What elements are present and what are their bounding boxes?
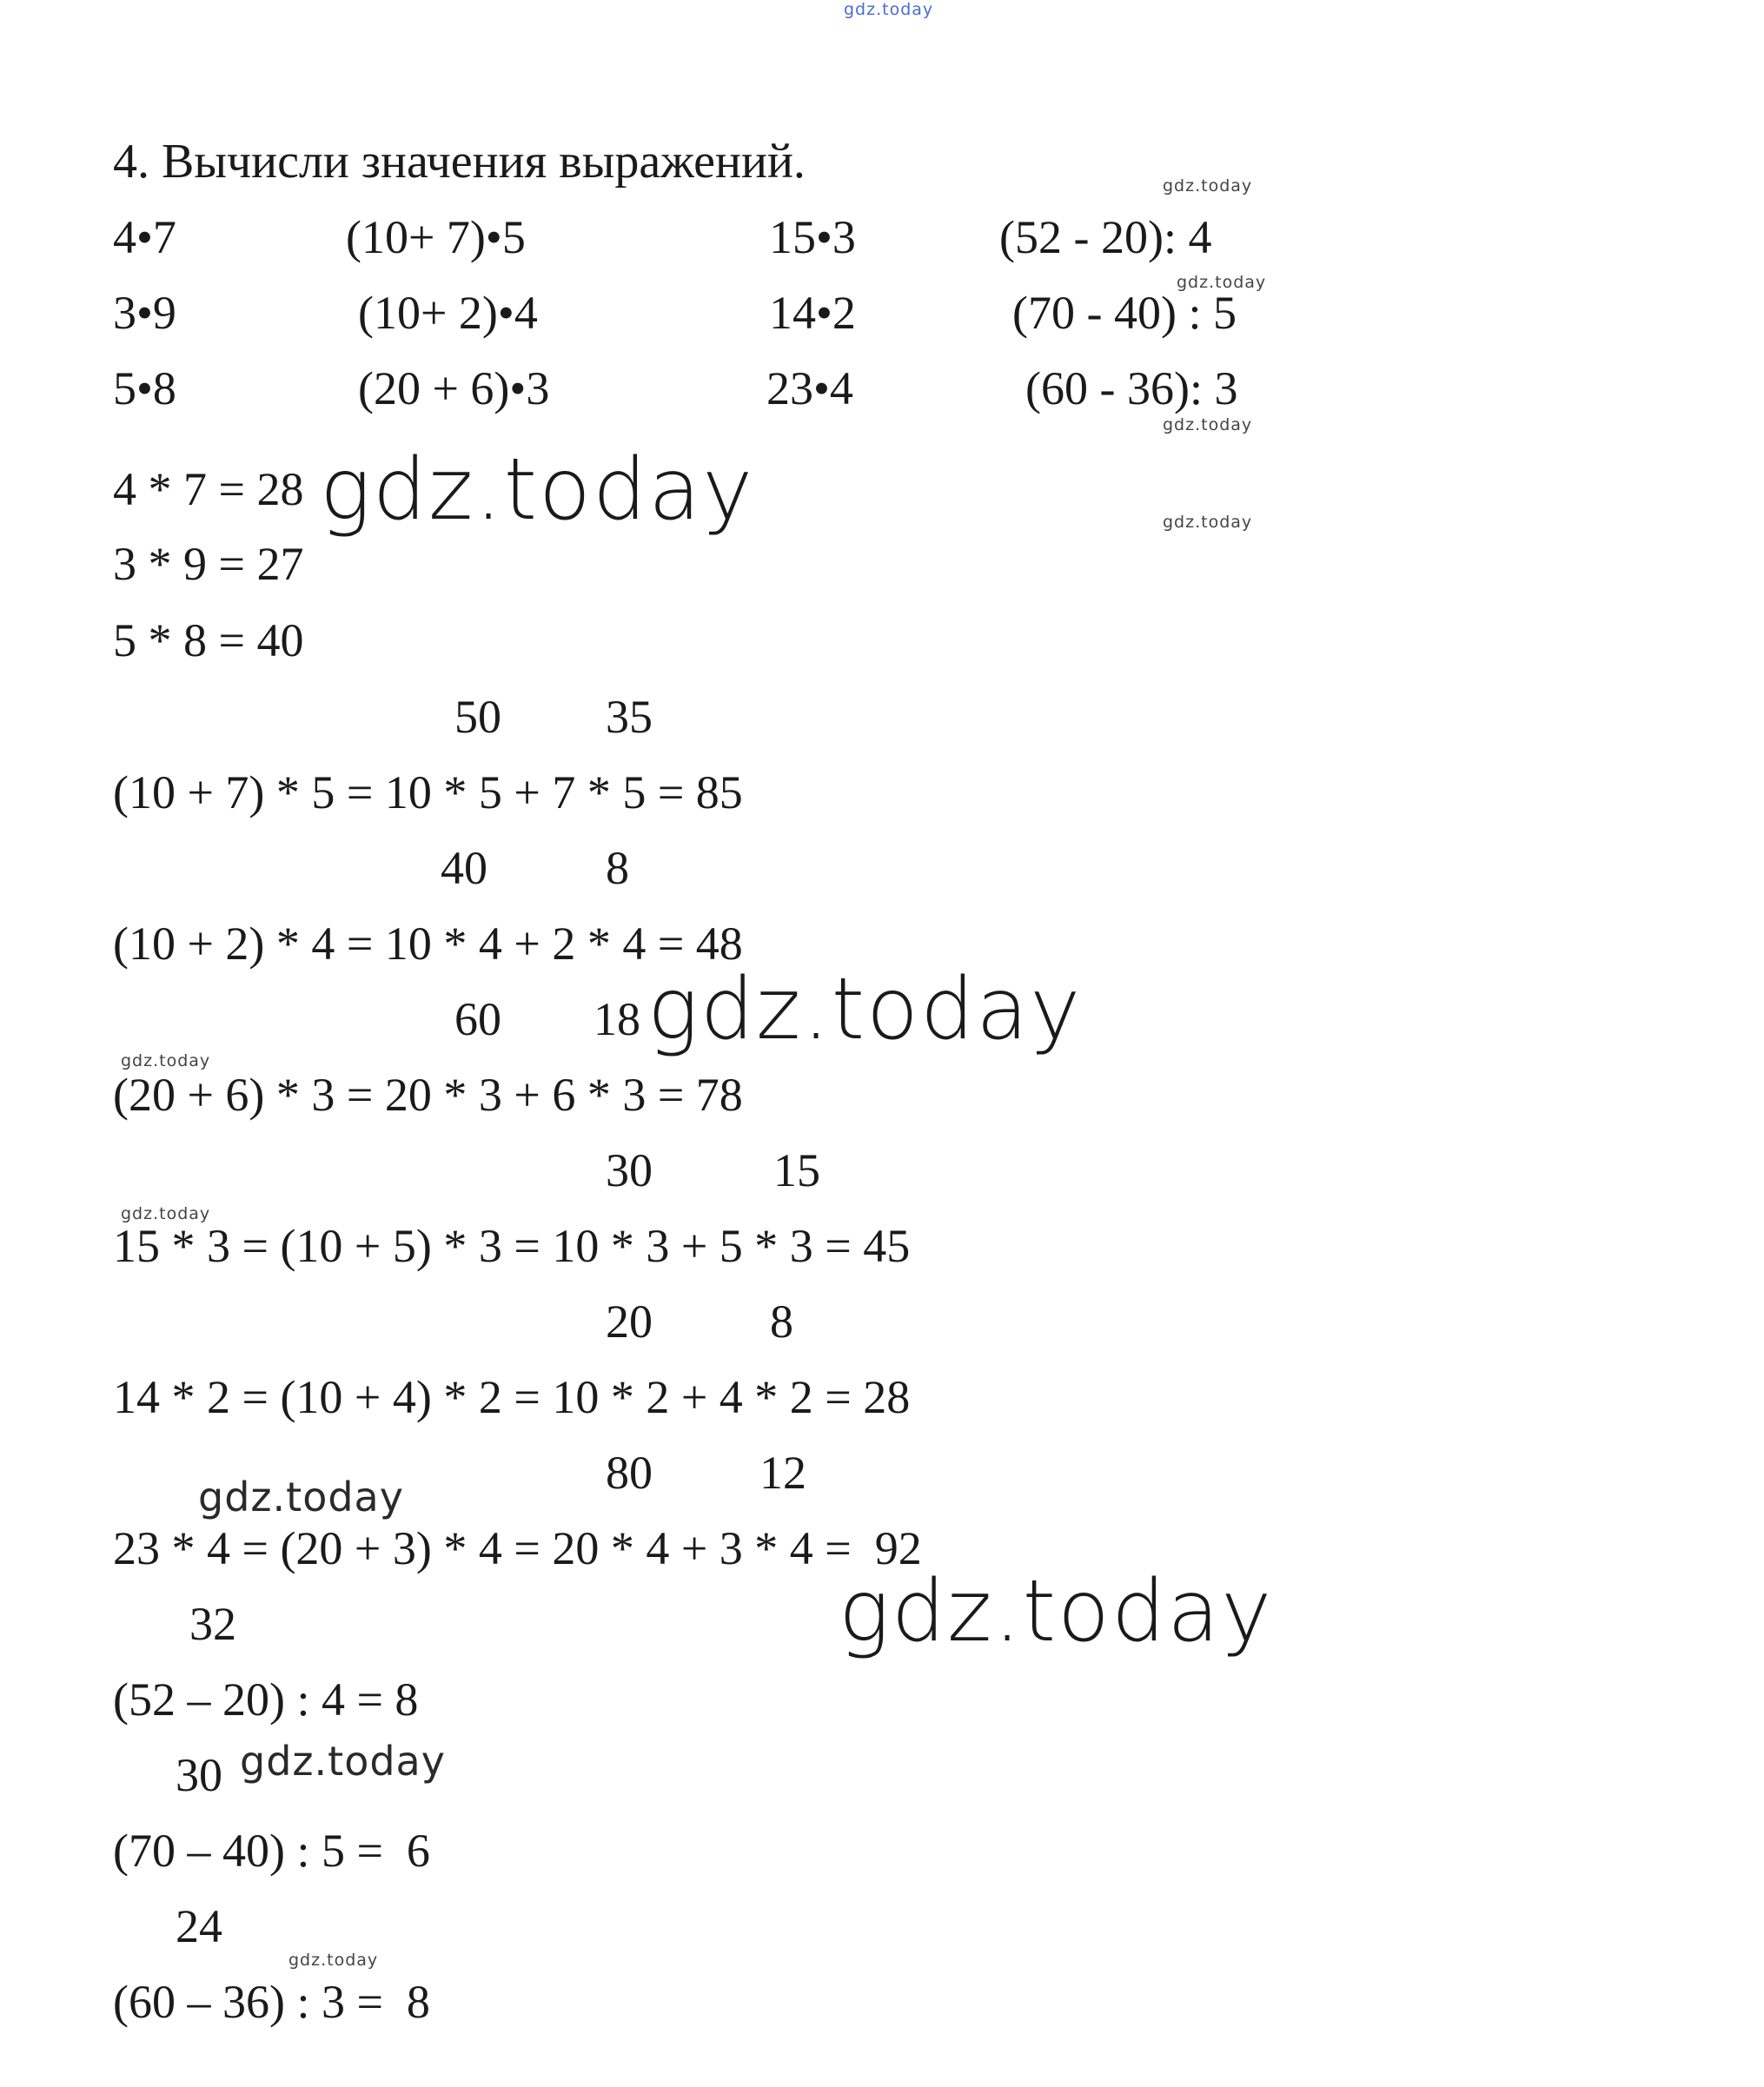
task-expression: 5•8	[113, 362, 176, 414]
task-title: 4. Вычисли значения выражений.	[113, 135, 806, 189]
watermark-medium: gdz.today	[240, 1738, 446, 1785]
watermark-medium: gdz.today	[198, 1474, 404, 1521]
solution-line: 14 * 2 = (10 + 4) * 2 = 10 * 2 + 4 * 2 = 28	[113, 1371, 911, 1423]
intermediate-value: 50	[454, 691, 501, 743]
watermark-small: gdz.today	[121, 1051, 211, 1070]
task-expression: (10+ 7)•5	[346, 211, 526, 263]
solution-line: (60 – 36) : 3 = 8	[113, 1976, 430, 2028]
intermediate-value: 40	[441, 842, 487, 894]
task-expression: (70 - 40) : 5	[1012, 287, 1237, 339]
task-expression: (52 - 20): 4	[999, 211, 1212, 263]
watermark-small: gdz.today	[1163, 415, 1253, 434]
solution-line: (52 – 20) : 4 = 8	[113, 1673, 419, 1726]
task-expression: 3•9	[113, 287, 176, 339]
intermediate-value: 30	[176, 1749, 222, 1801]
intermediate-value: 60	[454, 993, 501, 1045]
intermediate-value: 35	[606, 691, 653, 743]
task-expression: 14•2	[769, 287, 856, 339]
solution-line: (10 + 7) * 5 = 10 * 5 + 7 * 5 = 85	[113, 766, 743, 818]
watermark-small: gdz.today	[1177, 273, 1267, 292]
task-expression: 15•3	[769, 211, 856, 263]
task-expression: 23•4	[766, 362, 853, 414]
intermediate-value: 24	[176, 1900, 222, 1952]
task-expression: (60 - 36): 3	[1025, 362, 1238, 414]
solution-line: (10 + 2) * 4 = 10 * 4 + 2 * 4 = 48	[113, 918, 743, 970]
solution-line: 3 * 9 = 27	[113, 538, 304, 590]
solution-line: 5 * 8 = 40	[113, 614, 304, 666]
solution-line: 15 * 3 = (10 + 5) * 3 = 10 * 3 + 5 * 3 = 45	[113, 1220, 911, 1272]
solution-line: 23 * 4 = (20 + 3) * 4 = 20 * 4 + 3 * 4 = 92	[113, 1522, 922, 1574]
solution-line: 4 * 7 = 28	[113, 463, 304, 515]
intermediate-value: 15	[773, 1144, 820, 1196]
intermediate-value: 12	[759, 1447, 806, 1499]
watermark-large: gdz.today	[839, 1562, 1274, 1661]
task-expression: 4•7	[113, 211, 176, 263]
intermediate-value: 8	[606, 842, 629, 894]
intermediate-value: 20	[606, 1295, 653, 1348]
intermediate-value: 8	[770, 1295, 793, 1348]
intermediate-value: 80	[606, 1447, 653, 1499]
task-expression: (10+ 2)•4	[358, 287, 538, 339]
watermark-small: gdz.today	[288, 1951, 379, 1970]
watermark-small: gdz.today	[121, 1204, 211, 1223]
watermark-large: gdz.today	[320, 441, 755, 540]
solution-line: (20 + 6) * 3 = 20 * 3 + 6 * 3 = 78	[113, 1069, 743, 1121]
watermark-small: gdz.today	[1163, 176, 1253, 195]
task-expression: (20 + 6)•3	[358, 362, 550, 414]
watermark-top: gdz.today	[844, 0, 934, 19]
watermark-large: gdz.today	[647, 960, 1083, 1059]
watermark-small: gdz.today	[1163, 513, 1253, 532]
intermediate-value: 30	[606, 1144, 653, 1196]
solution-line: (70 – 40) : 5 = 6	[113, 1825, 430, 1877]
intermediate-value: 32	[189, 1598, 236, 1650]
intermediate-value: 18	[594, 993, 640, 1045]
